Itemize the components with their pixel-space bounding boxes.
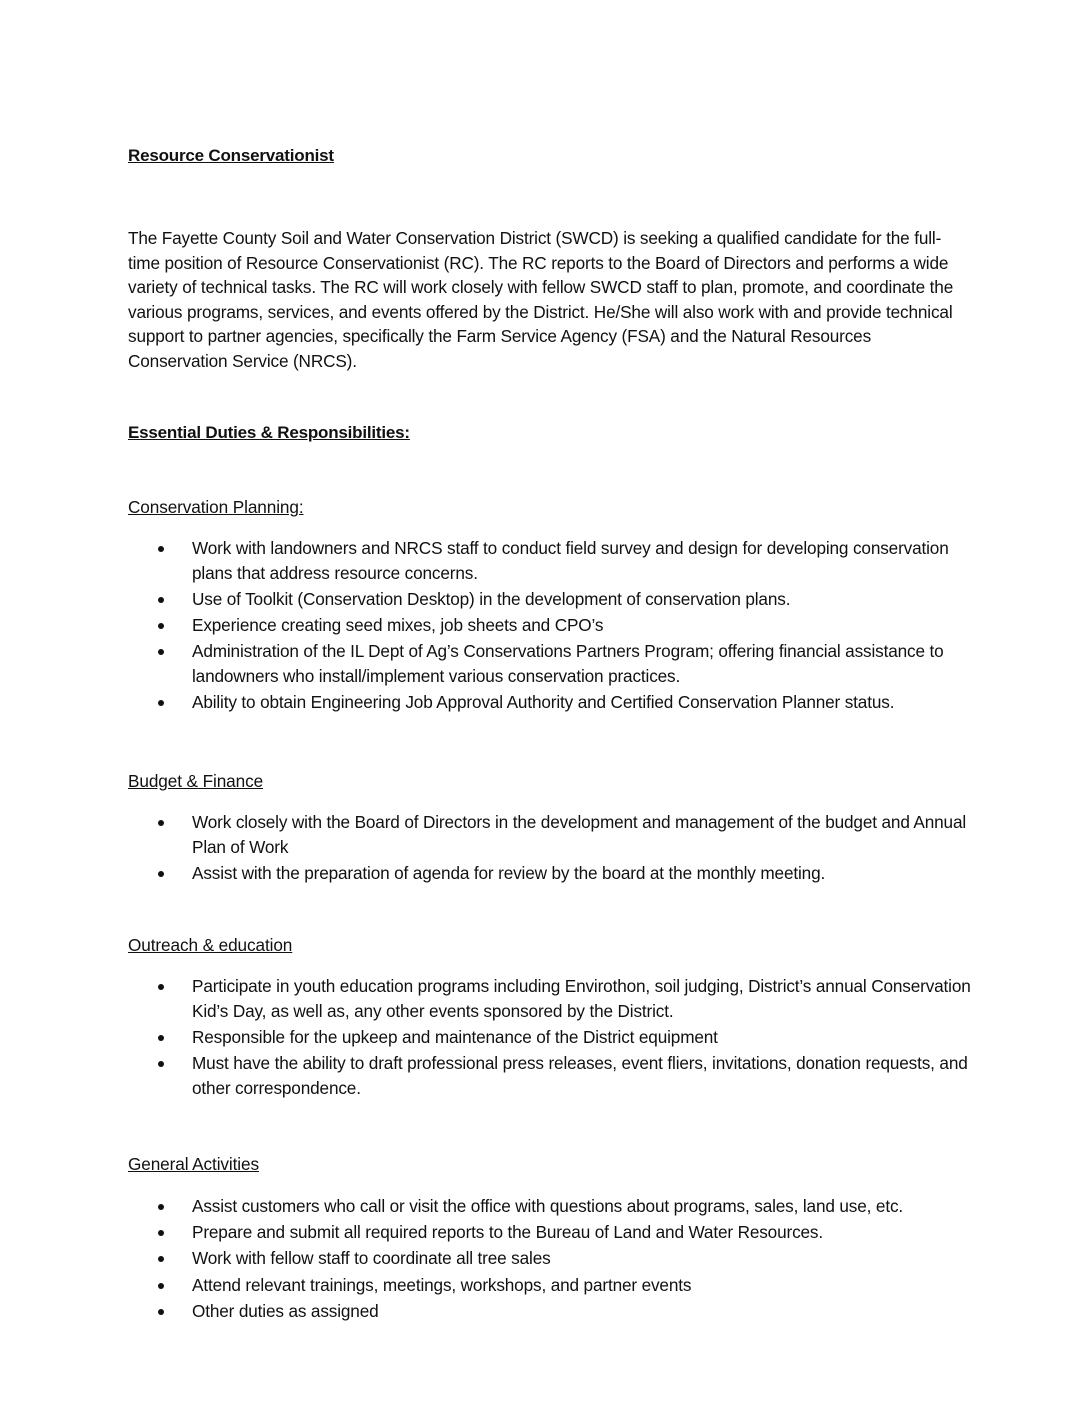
bullet-icon xyxy=(158,1230,164,1236)
job-title: Resource Conservationist xyxy=(128,146,334,165)
list-item: Responsible for the upkeep and maintenance of the District equipment xyxy=(0,1025,980,1050)
bullet-icon xyxy=(158,1283,164,1289)
general-activities-list xyxy=(0,1194,980,1325)
budget-finance-list xyxy=(0,810,980,887)
bullet-icon xyxy=(158,623,164,629)
list-item: Ability to obtain Engineering Job Approval Authority and Certified Conservation Planner status. xyxy=(0,690,980,715)
bullet-icon xyxy=(158,1256,164,1262)
list-item: Work with fellow staff to coordinate all tree sales xyxy=(0,1246,980,1271)
bullet-icon xyxy=(158,820,164,826)
list-item: Participate in youth education programs including Envirothon, soil judging, District’s annual Conservation Kid’s Day, as well as, any other events sponsored by the District. xyxy=(0,974,980,1023)
list-item: Use of Toolkit (Conservation Desktop) in the development of conservation plans. xyxy=(0,587,980,612)
bullet-icon xyxy=(158,1035,164,1041)
list-item: Work closely with the Board of Directors in the development and management of the budget and Annual Plan of Work xyxy=(0,810,980,859)
section-heading-budget-finance: Budget & Finance xyxy=(128,771,264,791)
section-heading-conservation-planning: Conservation Planning: xyxy=(128,497,304,517)
duties-heading: Essential Duties & Responsibilities: xyxy=(128,423,410,442)
bullet-icon xyxy=(158,700,164,706)
bullet-icon xyxy=(158,649,164,655)
list-item: Work with landowners and NRCS staff to conduct field survey and design for developing conservation plans that address resource concerns. xyxy=(0,536,980,585)
list-item: Administration of the IL Dept of Ag’s Conservations Partners Program; offering financial assistance to landowners who install/implement various conservation practices. xyxy=(0,639,980,688)
intro-paragraph: The Fayette County Soil and Water Conservation District (SWCD) is seeking a qualified candidate for the full-time position of Resource Conservationist (RC). The RC reports to the Board of Directors and performs a wide variety of technical tasks. The RC will work closely with fellow SWCD staff to plan, promote, and coordinate the various programs, services, and events offered by the District. He/She will also work with and provide technical support to partner agencies, specifically the Farm Service Agency (FSA) and the Natural Resources Conservation Service (NRCS). xyxy=(128,228,954,371)
list-item: Other duties as assigned xyxy=(0,1299,980,1324)
section-heading-general-activities: General Activities xyxy=(128,1154,259,1174)
list-item: Assist customers who call or visit the office with questions about programs, sales, land use, etc. xyxy=(0,1194,980,1219)
bullet-icon xyxy=(158,597,164,603)
bullet-icon xyxy=(158,1309,164,1315)
list-item: Prepare and submit all required reports to the Bureau of Land and Water Resources. xyxy=(0,1220,980,1245)
list-item: Experience creating seed mixes, job sheets and CPO’s xyxy=(0,613,980,638)
list-item: Must have the ability to draft professional press releases, event fliers, invitations, donation requests, and other correspondence. xyxy=(0,1051,980,1100)
bullet-icon xyxy=(158,1061,164,1067)
bullet-icon xyxy=(158,546,164,552)
list-item: Attend relevant trainings, meetings, workshops, and partner events xyxy=(0,1273,980,1298)
bullet-icon xyxy=(158,1204,164,1210)
section-heading-outreach-education: Outreach & education xyxy=(128,935,293,955)
bullet-icon xyxy=(158,984,164,990)
outreach-education-list xyxy=(0,974,980,1102)
list-item: Assist with the preparation of agenda for review by the board at the monthly meeting. xyxy=(0,861,980,886)
conservation-planning-list xyxy=(0,536,980,716)
bullet-icon xyxy=(158,871,164,877)
